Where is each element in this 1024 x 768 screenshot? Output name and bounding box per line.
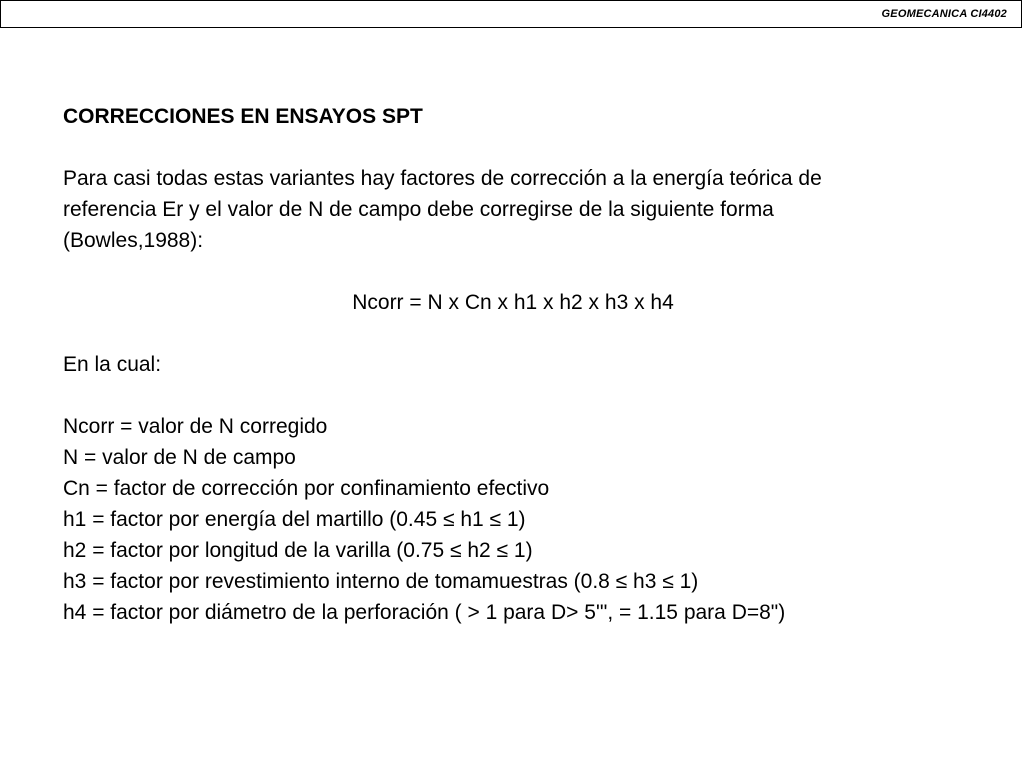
definition-n: N = valor de N de campo xyxy=(63,446,296,469)
header-label: GEOMECANICA CI4402 xyxy=(881,8,1007,20)
definition-h4: h4 = factor por diámetro de la perforación ( > 1 para D> 5'", = 1.15 para D=8") xyxy=(63,601,786,624)
definition-h3: h3 = factor por revestimiento interno de tomamuestras (0.8 ≤ h3 ≤ 1) xyxy=(63,570,699,593)
paragraph-line: Para casi todas estas variantes hay factores de corrección a la energía teórica de xyxy=(63,167,822,190)
definition-list xyxy=(63,411,993,628)
document-title: CORRECCIONES EN ENSAYOS SPT xyxy=(63,105,423,128)
paragraph-line: (Bowles,1988): xyxy=(63,229,204,252)
header-bar xyxy=(0,0,1022,28)
definition-ncorr: Ncorr = valor de N corregido xyxy=(63,415,328,438)
intro-paragraph xyxy=(63,163,993,256)
paragraph-line: referencia Er y el valor de N de campo debe corregirse de la siguiente forma xyxy=(63,198,774,221)
definition-h1: h1 = factor por energía del martillo (0.45 ≤ h1 ≤ 1) xyxy=(63,508,526,531)
definition-cn: Cn = factor de corrección por confinamiento efectivo xyxy=(63,477,550,500)
definition-h2: h2 = factor por longitud de la varilla (0.75 ≤ h2 ≤ 1) xyxy=(63,539,533,562)
document-body xyxy=(63,101,993,628)
correction-formula: Ncorr = N x Cn x h1 x h2 x h3 x h4 xyxy=(352,291,674,314)
formula-intro: En la cual: xyxy=(63,353,162,376)
